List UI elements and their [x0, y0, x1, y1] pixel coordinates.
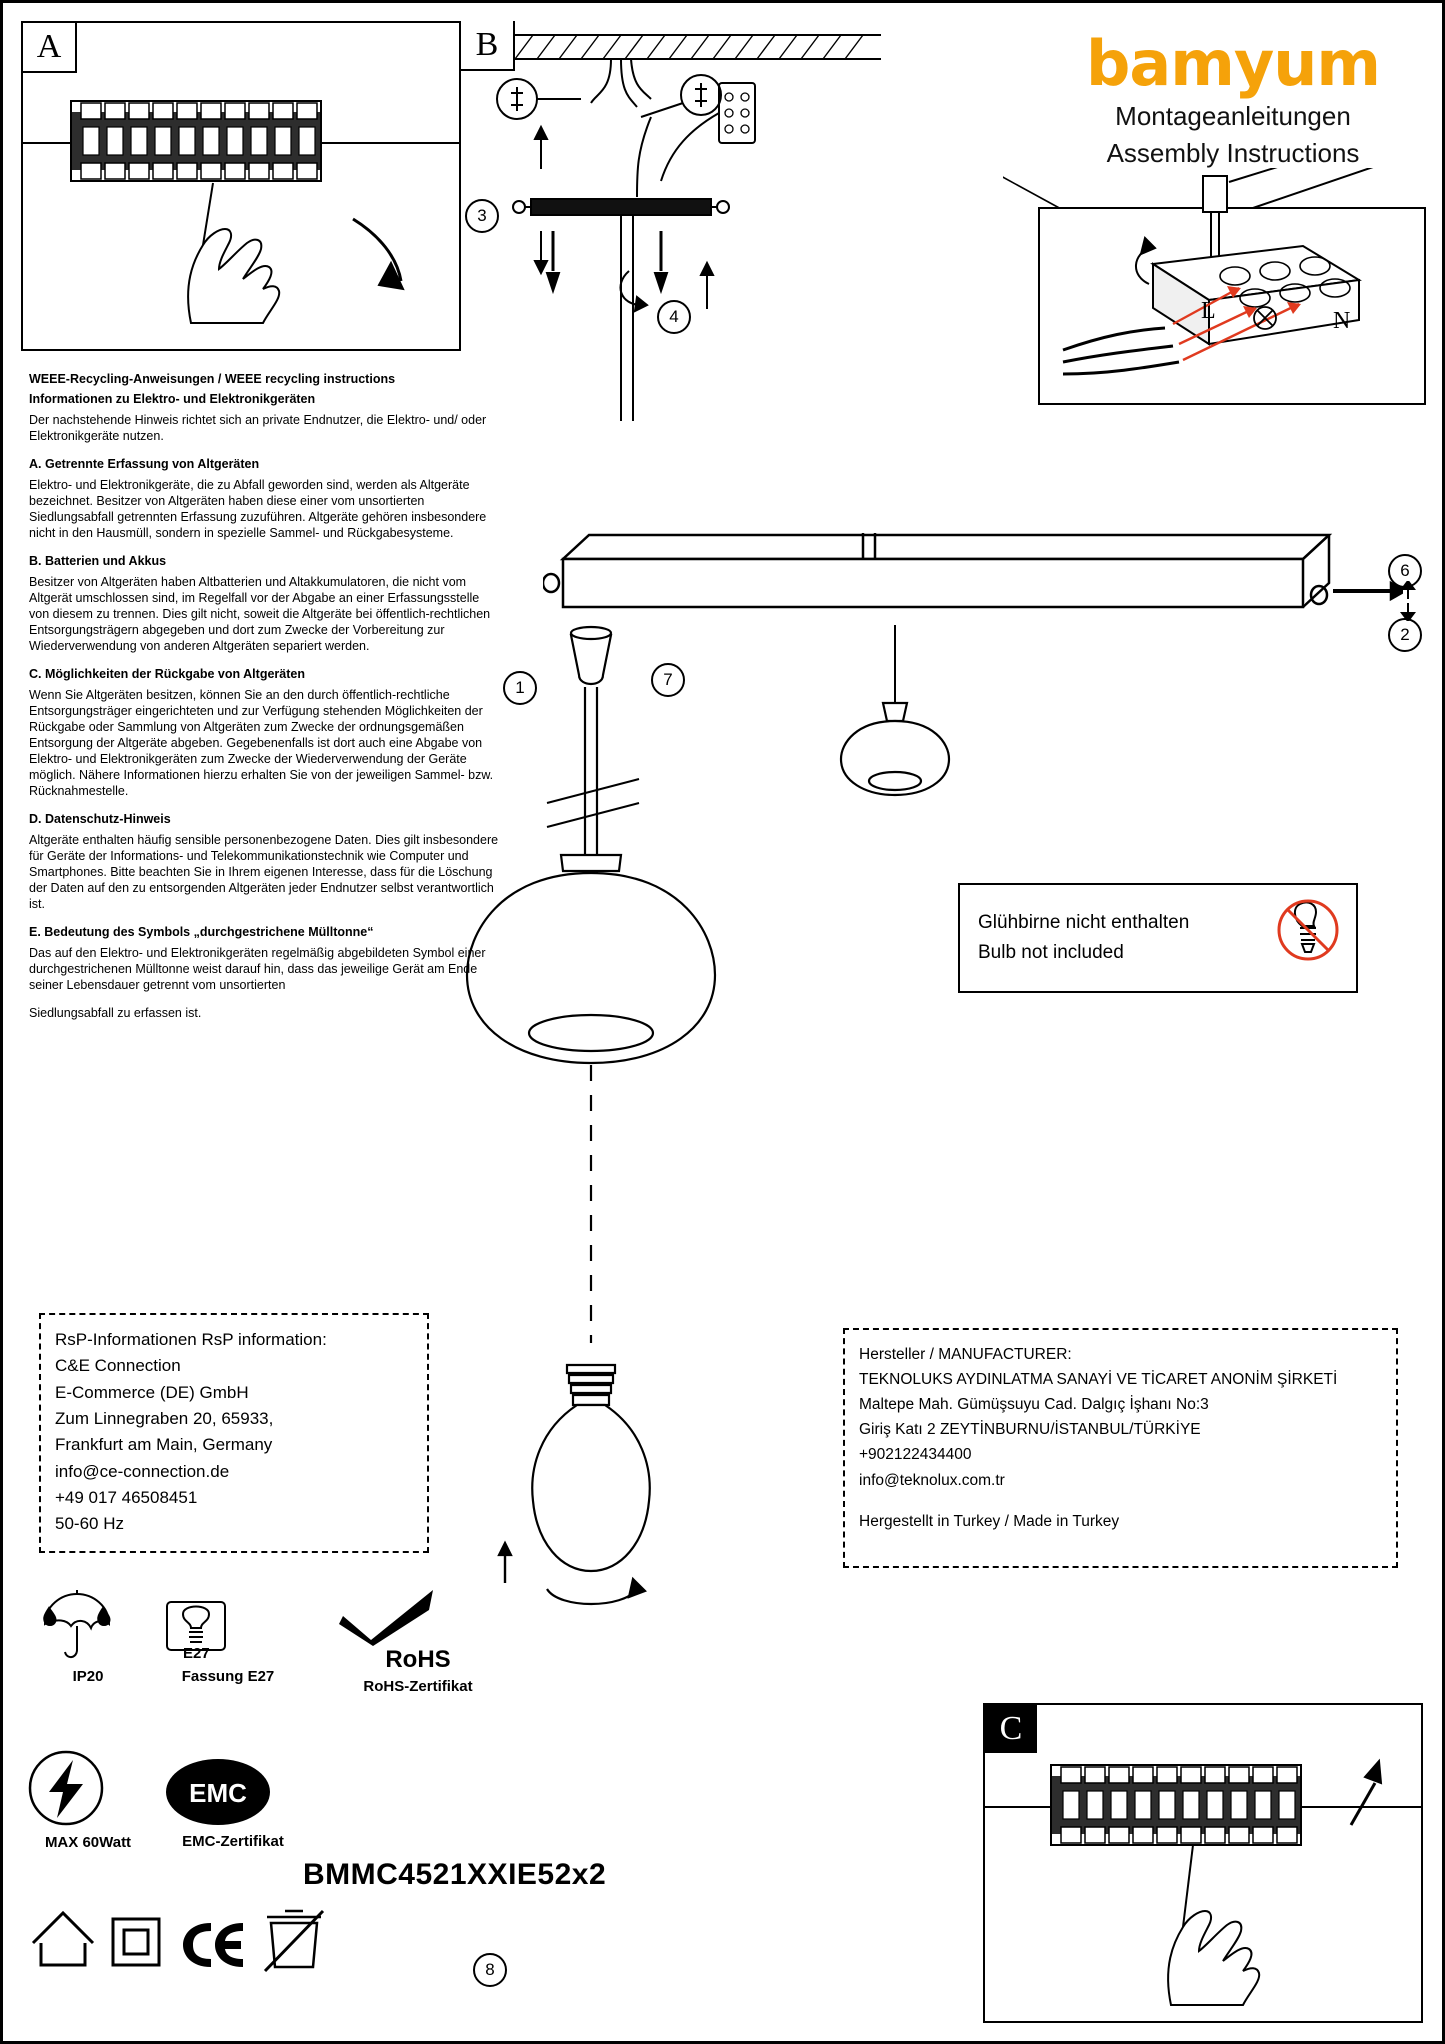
weee-a-head: A. Getrennte Erfassung von Altgeräten: [29, 457, 260, 471]
panel-c-diagram: [985, 1705, 1421, 2021]
manufacturer-name: TEKNOLUKS AYDINLATMA SANAYİ VE TİCARET ANONİM ŞİRKETİ: [859, 1371, 1338, 1389]
brand-logo: [1043, 27, 1423, 168]
bulb-notice-en: Bulb not included: [978, 942, 1124, 963]
rohs-title: RoHS: [385, 1646, 451, 1673]
terminal-closeup-diagram: [1003, 168, 1433, 408]
crossed-bin-icon: [265, 1911, 323, 1971]
step-6-marker: 6: [1388, 554, 1422, 588]
svg-text:E27: E27: [183, 1645, 210, 1662]
weee-b-head: B. Batterien und Akkus: [29, 554, 167, 568]
max-watt-label: MAX 60Watt: [44, 1834, 132, 1851]
panel-a-diagram: [23, 23, 459, 349]
e27-socket-icon: [153, 1588, 239, 1664]
logo-subtitle-de: Montageanleitungen: [1115, 101, 1351, 131]
weee-title: WEEE-Recycling-Anweisungen / WEEE recycling instructions: [29, 372, 396, 386]
rsp-line2: E-Commerce (DE) GmbH: [55, 1382, 249, 1402]
umbrella-drops-icon: [33, 1588, 119, 1664]
socket-label: Fassung E27: [181, 1668, 275, 1685]
manufacturer-phone: +902122434400: [859, 1446, 972, 1464]
indoor-use-icon: [33, 1913, 93, 1965]
part-number: BMMC4521XXIE52x2: [303, 1858, 607, 1891]
panel-a: [21, 21, 461, 351]
step-8-marker: 8: [473, 1953, 507, 1987]
ip-rating-label: IP20: [72, 1668, 104, 1685]
manufacturer-origin: Hergestellt in Turkey / Made in Turkey: [859, 1512, 1120, 1530]
logo-subtitle-en: Assembly Instructions: [1106, 137, 1360, 168]
manufacturer-title: Hersteller / MANUFACTURER:: [859, 1346, 1072, 1363]
weee-e-head: E. Bedeutung des Symbols „durchgestrichene Mülltonne“: [29, 925, 374, 939]
weee-section: [29, 371, 499, 1033]
weee-intro-body: Der nachstehende Hinweis richtet sich an private Endnutzer, die Elektro- und/ oder Elektronikgeräte nutzen.: [29, 413, 487, 443]
rsp-line1: C&E Connection: [55, 1356, 181, 1376]
weee-d-head: D. Datenschutz-Hinweis: [29, 812, 171, 826]
weee-a-body: Elektro- und Elektronikgeräte, die zu Abfall geworden sind, werden als Altgeräte bezeichnet. Besitzer von Altgeräten haben diese einer vom unsortierten Siedlungsabfall getrennten Erfassung zuzuführen. Altgeräte gehören insbesondere nicht in den Hausmüll, sondern in spezielle Sammel- und Rückgabesysteme.: [29, 478, 487, 540]
manufacturer-email: info@teknolux.com.tr: [859, 1471, 1005, 1489]
class2-icon: [113, 1919, 159, 1965]
rsp-phone: +49 017 46508451: [55, 1488, 198, 1508]
panel-a-label: A: [23, 23, 77, 73]
panel-c-label: C: [985, 1705, 1039, 1755]
ce-mark-icon: [183, 1923, 243, 1967]
step-2-marker: 2: [1388, 618, 1422, 652]
rsp-title: RsP-Informationen RsP information:: [55, 1330, 327, 1349]
terminal-neutral-label: N: [1333, 308, 1351, 334]
weee-b-body: Besitzer von Altgeräten haben Altbatterien und Altakkumulatoren, die nicht vom Altgerät umschlossen sind, im Regelfall vor der Abgabe an einer Erfassungsstelle von diesem zu trennen. Dies gilt nicht, soweit die Altgeräte bei öffentlich-rechtlichen Entsorgungsträgern abgegeben und dort zum Zwecke der Vorbereitung zur Wiederverwendung von anderen Altgeräten separiert werden.: [29, 575, 491, 653]
bulb-not-included-box: [958, 883, 1358, 993]
rsp-line4: Frankfurt am Main, Germany: [55, 1435, 273, 1455]
weee-e-body2: Siedlungsabfall zu erfassen ist.: [29, 1006, 202, 1020]
weee-c-head: C. Möglichkeiten der Rückgabe von Altgeräten: [29, 667, 305, 681]
brand-name: bamyum: [1086, 27, 1380, 100]
weee-c-body: Wenn Sie Altgeräten besitzen, können Sie an den durch öffentlich-rechtliche Entsorgungsträger eingerichteten und zur Verfügung stehenden Möglichkeiten der Rückgabe oder Sammlung von Altgeräten zum Zwecke der ordnungsgemäßen Entsorgung der Altgeräte abgeben. Gegebenenfalls ist dort auch eine Abgabe von Elektro- und Elektronikgeräten zum Zwecke der Wiederverwendung der Geräte möglich. Nähere Informationen hierzu erhalten Sie von der jeweiligen Sammel- bzw. Rücknahmestelle.: [29, 688, 494, 798]
weee-d-body: Altgeräte enthalten häufig sensible personenbezogene Daten. Dies gilt insbesondere für Geräte der Informations- und Telekommunikationstechnik wie Computer und Smartphones. Bitte beachten Sie in Ihrem eigenen Interesse, dass für die Löschung der Daten auf den zu entsorgenden Altgeräten jeder Endnutzer selbst verantwortlich ist.: [29, 833, 499, 911]
step-3-marker: 3: [465, 199, 499, 233]
rohs-caption: RoHS-Zertifikat: [363, 1678, 473, 1695]
panel-b-label: B: [461, 21, 515, 71]
socket-cell: [153, 1588, 303, 1685]
check-mark-icon: [333, 1588, 443, 1646]
step-7-marker: 7: [651, 663, 685, 697]
emc-icon: [163, 1755, 273, 1829]
panel-b-diagram: [461, 21, 981, 421]
manufacturer-box: [843, 1328, 1398, 1568]
rsp-frequency: 50-60 Hz: [55, 1514, 124, 1534]
terminal-closeup: [1003, 168, 1433, 408]
rsp-email: info@ce-connection.de: [55, 1461, 230, 1481]
max-watt-cell: [23, 1748, 153, 1851]
manufacturer-address-2: Giriş Katı 2 ZEYTİNBURNU/İSTANBUL/TÜRKİYE: [859, 1421, 1201, 1439]
no-bulb-icon: [1268, 898, 1356, 978]
rohs-cell: [333, 1588, 503, 1695]
rsp-info-box: [39, 1313, 429, 1553]
symbol-row: [25, 1893, 325, 1973]
terminal-live-label: L: [1201, 298, 1216, 324]
svg-text:EMC: EMC: [189, 1778, 247, 1808]
rsp-line3: Zum Linnegraben 20, 65933,: [55, 1409, 274, 1429]
lightning-bolt-icon: [23, 1748, 109, 1830]
manufacturer-address-1: Maltepe Mah. Gümüşsuyu Cad. Dalgıç İşhanı No:3: [859, 1396, 1209, 1414]
bulb-notice-de: Glühbirne nicht enthalten: [978, 912, 1190, 933]
step-4-marker: 4: [657, 300, 691, 334]
emc-caption: EMC-Zertifikat: [182, 1833, 284, 1850]
weee-e-body: Das auf den Elektro- und Elektronikgeräten regelmäßig abgebildeten Symbol einer durchgestrichenen Mülltonne weist darauf hin, dass das jeweilige Gerät am Ende seiner Lebensdauer getrennt vom unsortierten: [29, 946, 486, 992]
emc-cell: [163, 1755, 303, 1850]
panel-c: [983, 1703, 1423, 2023]
weee-intro-head: Informationen zu Elektro- und Elektronikgeräten: [29, 392, 316, 406]
step-1-marker: 1: [503, 671, 537, 705]
ip-rating-cell: [33, 1588, 143, 1685]
panel-b: [461, 21, 983, 421]
